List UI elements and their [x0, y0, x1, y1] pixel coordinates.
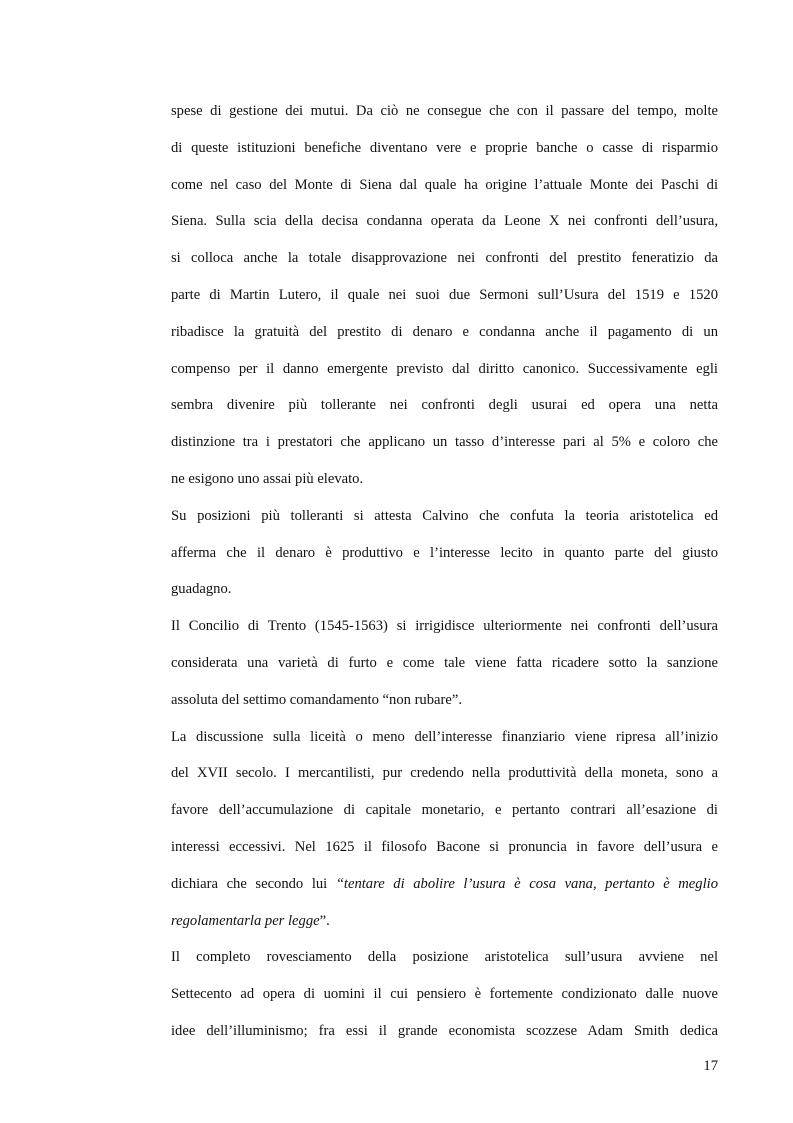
quote-intro: dichiara che secondo lui [171, 875, 336, 892]
bacon-quote-end: regolamentarla per legge [171, 912, 320, 929]
text-line: Su posizioni più tolleranti si attesta Calvino che confuta la teoria aristotelica ed [171, 507, 718, 524]
text-line: guadagno. [171, 581, 232, 598]
paragraph-3 [171, 608, 718, 718]
text-line: Siena. Sulla scia della decisa condanna operata da Leone X nei confronti dell’usura, [171, 213, 718, 230]
text-line: assoluta del settimo comandamento “non rubare”. [171, 691, 462, 708]
text-line: parte di Martin Lutero, il quale nei suoi due Sermoni sull’Usura del 1519 e 1520 [171, 286, 718, 303]
page-number: 17 [703, 1058, 718, 1074]
text-line: favore dell’accumulazione di capitale monetario, e pertanto contrari all’esazione di [171, 802, 718, 819]
text-line: idee dell’illuminismo; fra essi il grande economista scozzese Adam Smith dedica [171, 1022, 718, 1039]
text-line: considerata una varietà di furto e come tale viene fatta ricadere sotto la sanzione [171, 654, 718, 671]
text-line: ne esigono uno assai più elevato. [171, 470, 364, 487]
paragraph-4 [171, 719, 718, 940]
body-text [171, 93, 718, 1050]
text-line: di queste istituzioni benefiche diventano vere e proprie banche o casse di risparmio [171, 139, 718, 156]
bacon-quote-start: “tentare di abolire l’usura è cosa vana, pertanto è meglio [335, 875, 718, 892]
quote-line [171, 866, 718, 903]
text-line: ribadisce la gratuità del prestito di denaro e condanna anche il pagamento di un [171, 323, 718, 340]
text-line: sembra divenire più tollerante nei confronti degli usurai ed opera una netta [171, 397, 718, 414]
text-line: Il Concilio di Trento (1545-1563) si irrigidisce ulteriormente nei confronti dell’usura [171, 618, 718, 635]
text-line: Settecento ad opera di uomini il cui pensiero è fortemente condizionato dalle nuove [171, 986, 718, 1003]
paragraph-5 [171, 939, 718, 1049]
text-line: si colloca anche la totale disapprovazione nei confronti del prestito feneratizio da [171, 250, 718, 267]
text-line: del XVII secolo. I mercantilisti, pur credendo nella produttività della moneta, sono a [171, 765, 718, 782]
text-line: distinzione tra i prestatori che applicano un tasso d’interesse pari al 5% e coloro che [171, 434, 718, 451]
quote-line-end [171, 903, 718, 940]
paragraph-1 [171, 93, 718, 498]
text-line: Il completo rovesciamento della posizione aristotelica sull’usura avviene nel [171, 949, 718, 966]
text-line: compenso per il danno emergente previsto dal diritto canonico. Successivamente egli [171, 360, 718, 377]
paragraph-2 [171, 498, 718, 608]
text-line: La discussione sulla liceità o meno dell’interesse finanziario viene ripresa all’inizio [171, 728, 718, 745]
text-line: spese di gestione dei mutui. Da ciò ne consegue che con il passare del tempo, molte [171, 103, 718, 119]
text-line: afferma che il denaro è produttivo e l’interesse lecito in quanto parte del giusto [171, 544, 718, 561]
text-line: interessi eccessivi. Nel 1625 il filosofo Bacone si pronuncia in favore dell’usura e [171, 838, 718, 855]
text-line: come nel caso del Monte di Siena dal quale ha origine l’attuale Monte dei Paschi di [171, 176, 718, 193]
quote-close: ”. [319, 912, 330, 929]
